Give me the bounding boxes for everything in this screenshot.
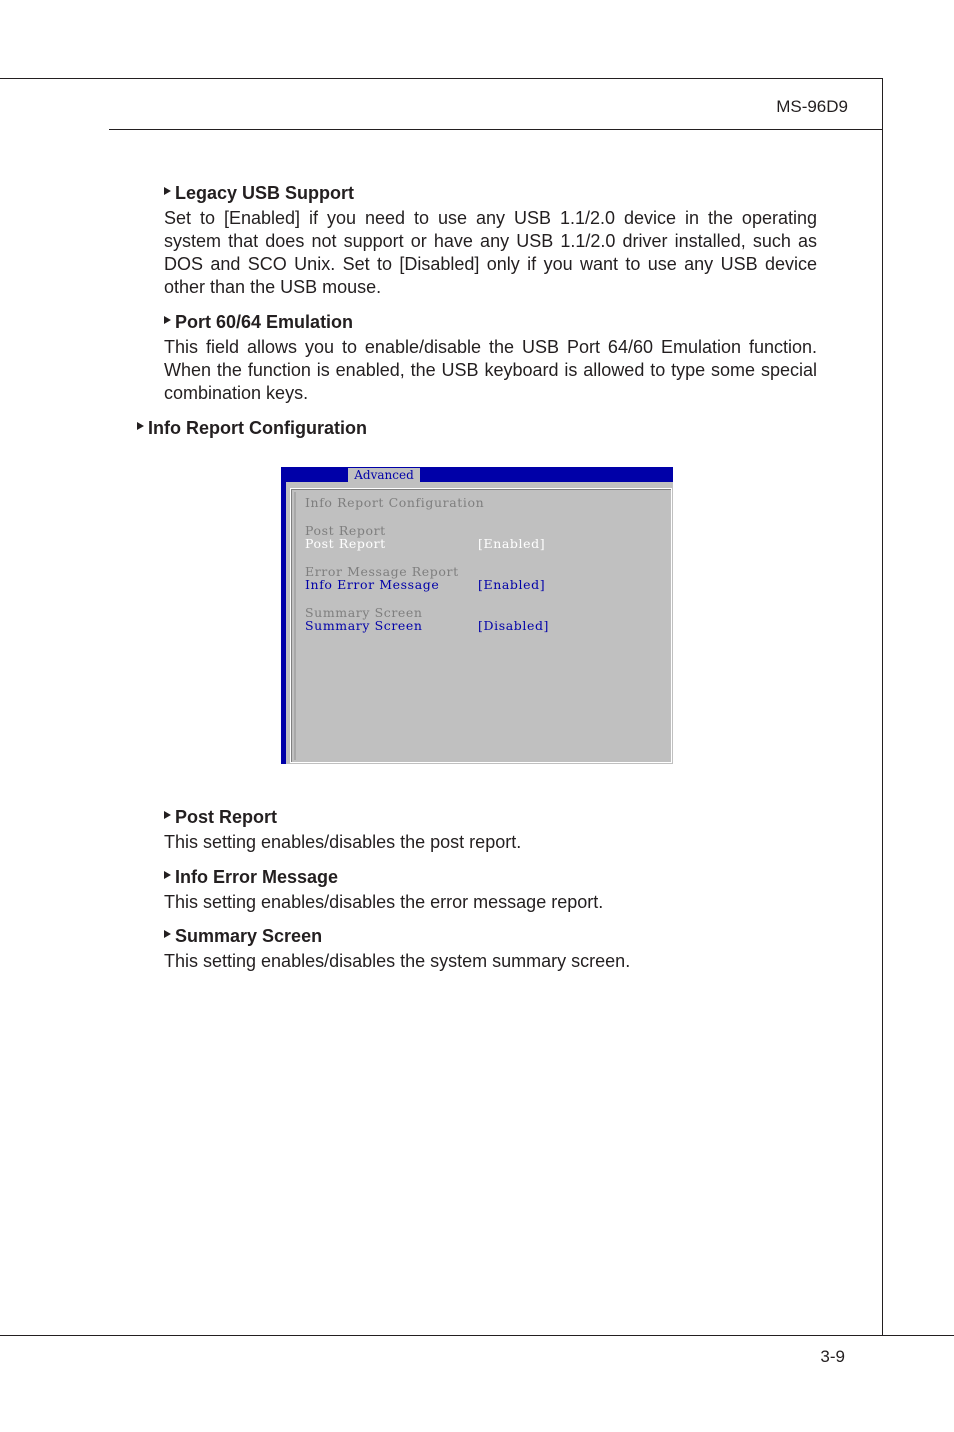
bios-tab-advanced: Advanced: [348, 468, 420, 482]
bios-item-post-report: Post Report: [305, 536, 386, 551]
section-body: This field allows you to enable/disable the USB Port 64/60 Emulation function. When the function is enabled, the USB keyboard is allowed to type some special combination keys.: [164, 337, 817, 403]
bullet-triangle-icon: [164, 316, 171, 324]
bullet-triangle-icon: [164, 930, 171, 938]
header-model: MS-96D9: [776, 97, 848, 116]
bios-value-summary-screen: [Disabled]: [478, 618, 550, 633]
section-body: This setting enables/disables the error message report.: [164, 892, 604, 912]
section-title: Port 60/64 Emulation: [175, 312, 354, 332]
section-post-report: [164, 806, 817, 854]
header-bottom-rule: [109, 129, 883, 130]
right-margin-rule: [882, 78, 883, 1336]
bios-item-summary-screen: Summary Screen: [305, 618, 423, 633]
bios-item-info-error-message: Info Error Message: [305, 577, 440, 592]
section-legacy-usb: [164, 182, 817, 299]
bios-menu-bar: [281, 467, 673, 482]
bios-caption: Summary Screen: [305, 605, 423, 620]
bios-title: Info Report Configuration: [305, 495, 485, 510]
footer-rule: [0, 1335, 954, 1336]
section-body: This setting enables/disables the post report.: [164, 832, 522, 852]
bios-value-post-report: [Enabled]: [478, 536, 546, 551]
section-body: This setting enables/disables the system summary screen.: [164, 951, 631, 971]
bullet-triangle-icon: [164, 811, 171, 819]
section-title: Info Error Message: [175, 867, 339, 887]
bullet-triangle-icon: [137, 422, 144, 430]
header-top-rule: [0, 78, 883, 79]
bios-caption: Post Report: [305, 523, 386, 538]
bios-caption: Error Message Report: [305, 564, 459, 579]
bios-left-border: [281, 467, 286, 764]
bullet-triangle-icon: [164, 871, 171, 879]
section-body: Set to [Enabled] if you need to use any USB 1.1/2.0 device in the operating system that does not support or have any USB 1.1/2.0 driver installed, such as DOS and SCO Unix. Set to [Disabled] only if you want to use any USB device other than the USB mouse.: [164, 208, 817, 297]
submenu-title: Info Report Configuration: [148, 418, 367, 438]
page-number: 3-9: [820, 1347, 845, 1366]
bios-value-info-error-message: [Enabled]: [478, 577, 546, 592]
section-title: Summary Screen: [175, 926, 323, 946]
section-title: Legacy USB Support: [175, 183, 355, 203]
bios-screenshot: [281, 467, 673, 764]
section-port-emulation: [164, 311, 817, 405]
section-title: Post Report: [175, 807, 278, 827]
bios-panel-edge: [294, 492, 296, 760]
bullet-triangle-icon: [164, 187, 171, 195]
section-summary-screen: [164, 925, 817, 973]
section-info-error-message: [164, 866, 817, 914]
submenu-heading: [137, 417, 790, 439]
